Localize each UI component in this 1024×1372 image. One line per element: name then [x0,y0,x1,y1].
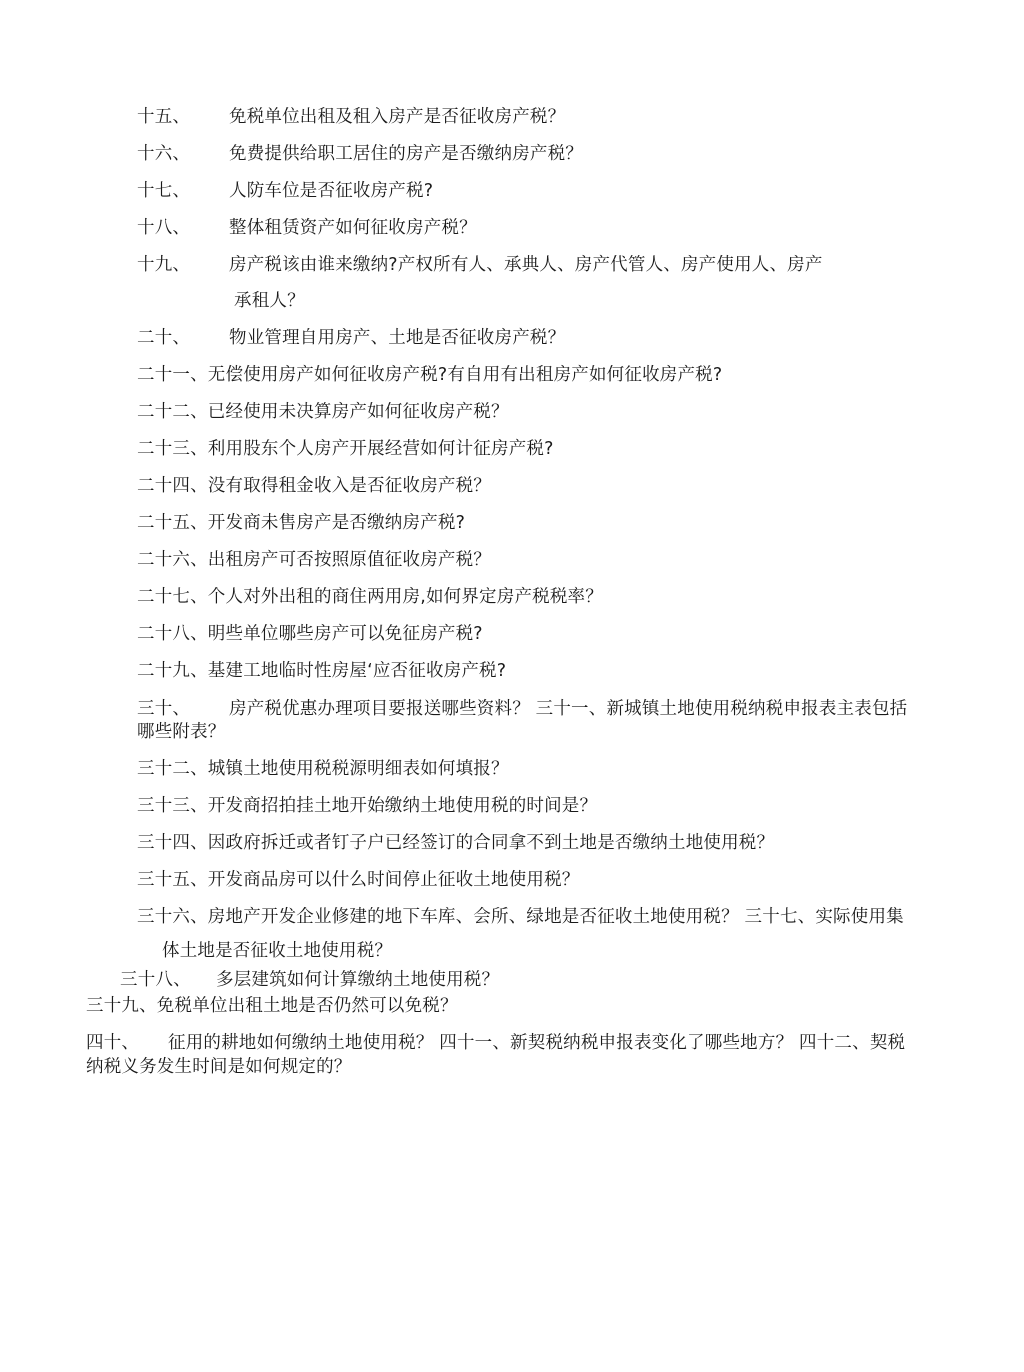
question-19-continuation: 承租人？ [234,291,305,311]
question-16 [137,143,583,165]
question-32: 三十二、城镇土地使用税税源明细表如何填报？ [137,759,509,779]
question-text: 房产税优惠办理项目要报送哪些资料？ 三十一、新城镇土地使用税纳税申报表主表包括 [229,699,908,719]
question-20 [137,327,565,349]
question-number: 十八、 [137,218,191,238]
question-15 [137,106,565,128]
question-17 [137,180,433,202]
question-text: 人防车位是否征收房产税? [229,181,434,201]
question-36: 三十六、房地产开发企业修建的地下车库、会所、绿地是否征收土地使用税？ 三十七、实际使用集 [137,907,904,927]
question-number: 二十、 [137,328,191,348]
question-40-continuation: 纳税义务发生时间是如何规定的？ [86,1057,352,1077]
question-18 [137,217,477,239]
question-24: 二十四、没有取得租金收入是否征收房产税？ [137,476,491,496]
question-30 [137,698,907,720]
question-35: 三十五、开发商品房可以什么时间停止征收土地使用税？ [137,870,580,890]
question-text: 多层建筑如何计算缴纳土地使用税？ [216,970,500,990]
question-34: 三十四、因政府拆迁或者钉子户已经签订的合同拿不到土地是否缴纳土地使用税？ [137,833,775,853]
question-text: 物业管理自用房产、土地是否征收房产税？ [229,328,566,348]
question-number: 十七、 [137,181,191,201]
question-19 [137,254,823,276]
question-number: 十九、 [137,255,191,275]
question-text: 整体租赁资产如何征收房产税？ [229,218,477,238]
question-28: 二十八、明些单位哪些房产可以免征房产税? [137,624,483,644]
question-38 [120,969,499,991]
question-text: 房产税该由谁来缴纳?产权所有人、承典人、房产代管人、房产使用人、房产 [229,255,823,275]
question-29: 二十九、基建工地临时性房屋‘应否征收房产税? [137,661,507,681]
question-21: 二十一、无偿使用房产如何征收房产税?有自用有出租房产如何征收房产税? [137,365,723,385]
question-39: 三十九、免税单位出租土地是否仍然可以免税？ [86,996,458,1016]
question-36-continuation: 体土地是否征收土地使用税？ [162,941,393,961]
question-26: 二十六、出租房产可否按照原值征收房产税？ [137,550,491,570]
question-text: 免税单位出租及租入房产是否征收房产税？ [229,107,566,127]
question-text: 征用的耕地如何缴纳土地使用税？ 四十一、新契税纳税申报表变化了哪些地方？ 四十二、契税 [168,1033,906,1053]
question-27: 二十七、个人对外出租的商住两用房,如何界定房产税税率？ [137,587,603,607]
question-number: 十五、 [137,107,191,127]
question-23: 二十三、利用股东个人房产开展经营如何计征房产税? [137,439,554,459]
question-22: 二十二、已经使用未决算房产如何征收房产税？ [137,402,509,422]
question-number: 三十、 [137,699,191,719]
question-number: 十六、 [137,144,191,164]
question-25: 二十五、开发商未售房产是否缴纳房产税? [137,513,466,533]
question-number: 三十八、 [120,970,191,990]
question-text: 免费提供给职工居住的房产是否缴纳房产税？ [229,144,583,164]
question-30-continuation: 哪些附表？ [137,722,226,742]
question-33: 三十三、开发商招拍挂土地开始缴纳土地使用税的时间是？ [137,796,598,816]
question-40 [86,1032,905,1054]
question-number: 四十、 [86,1033,140,1053]
